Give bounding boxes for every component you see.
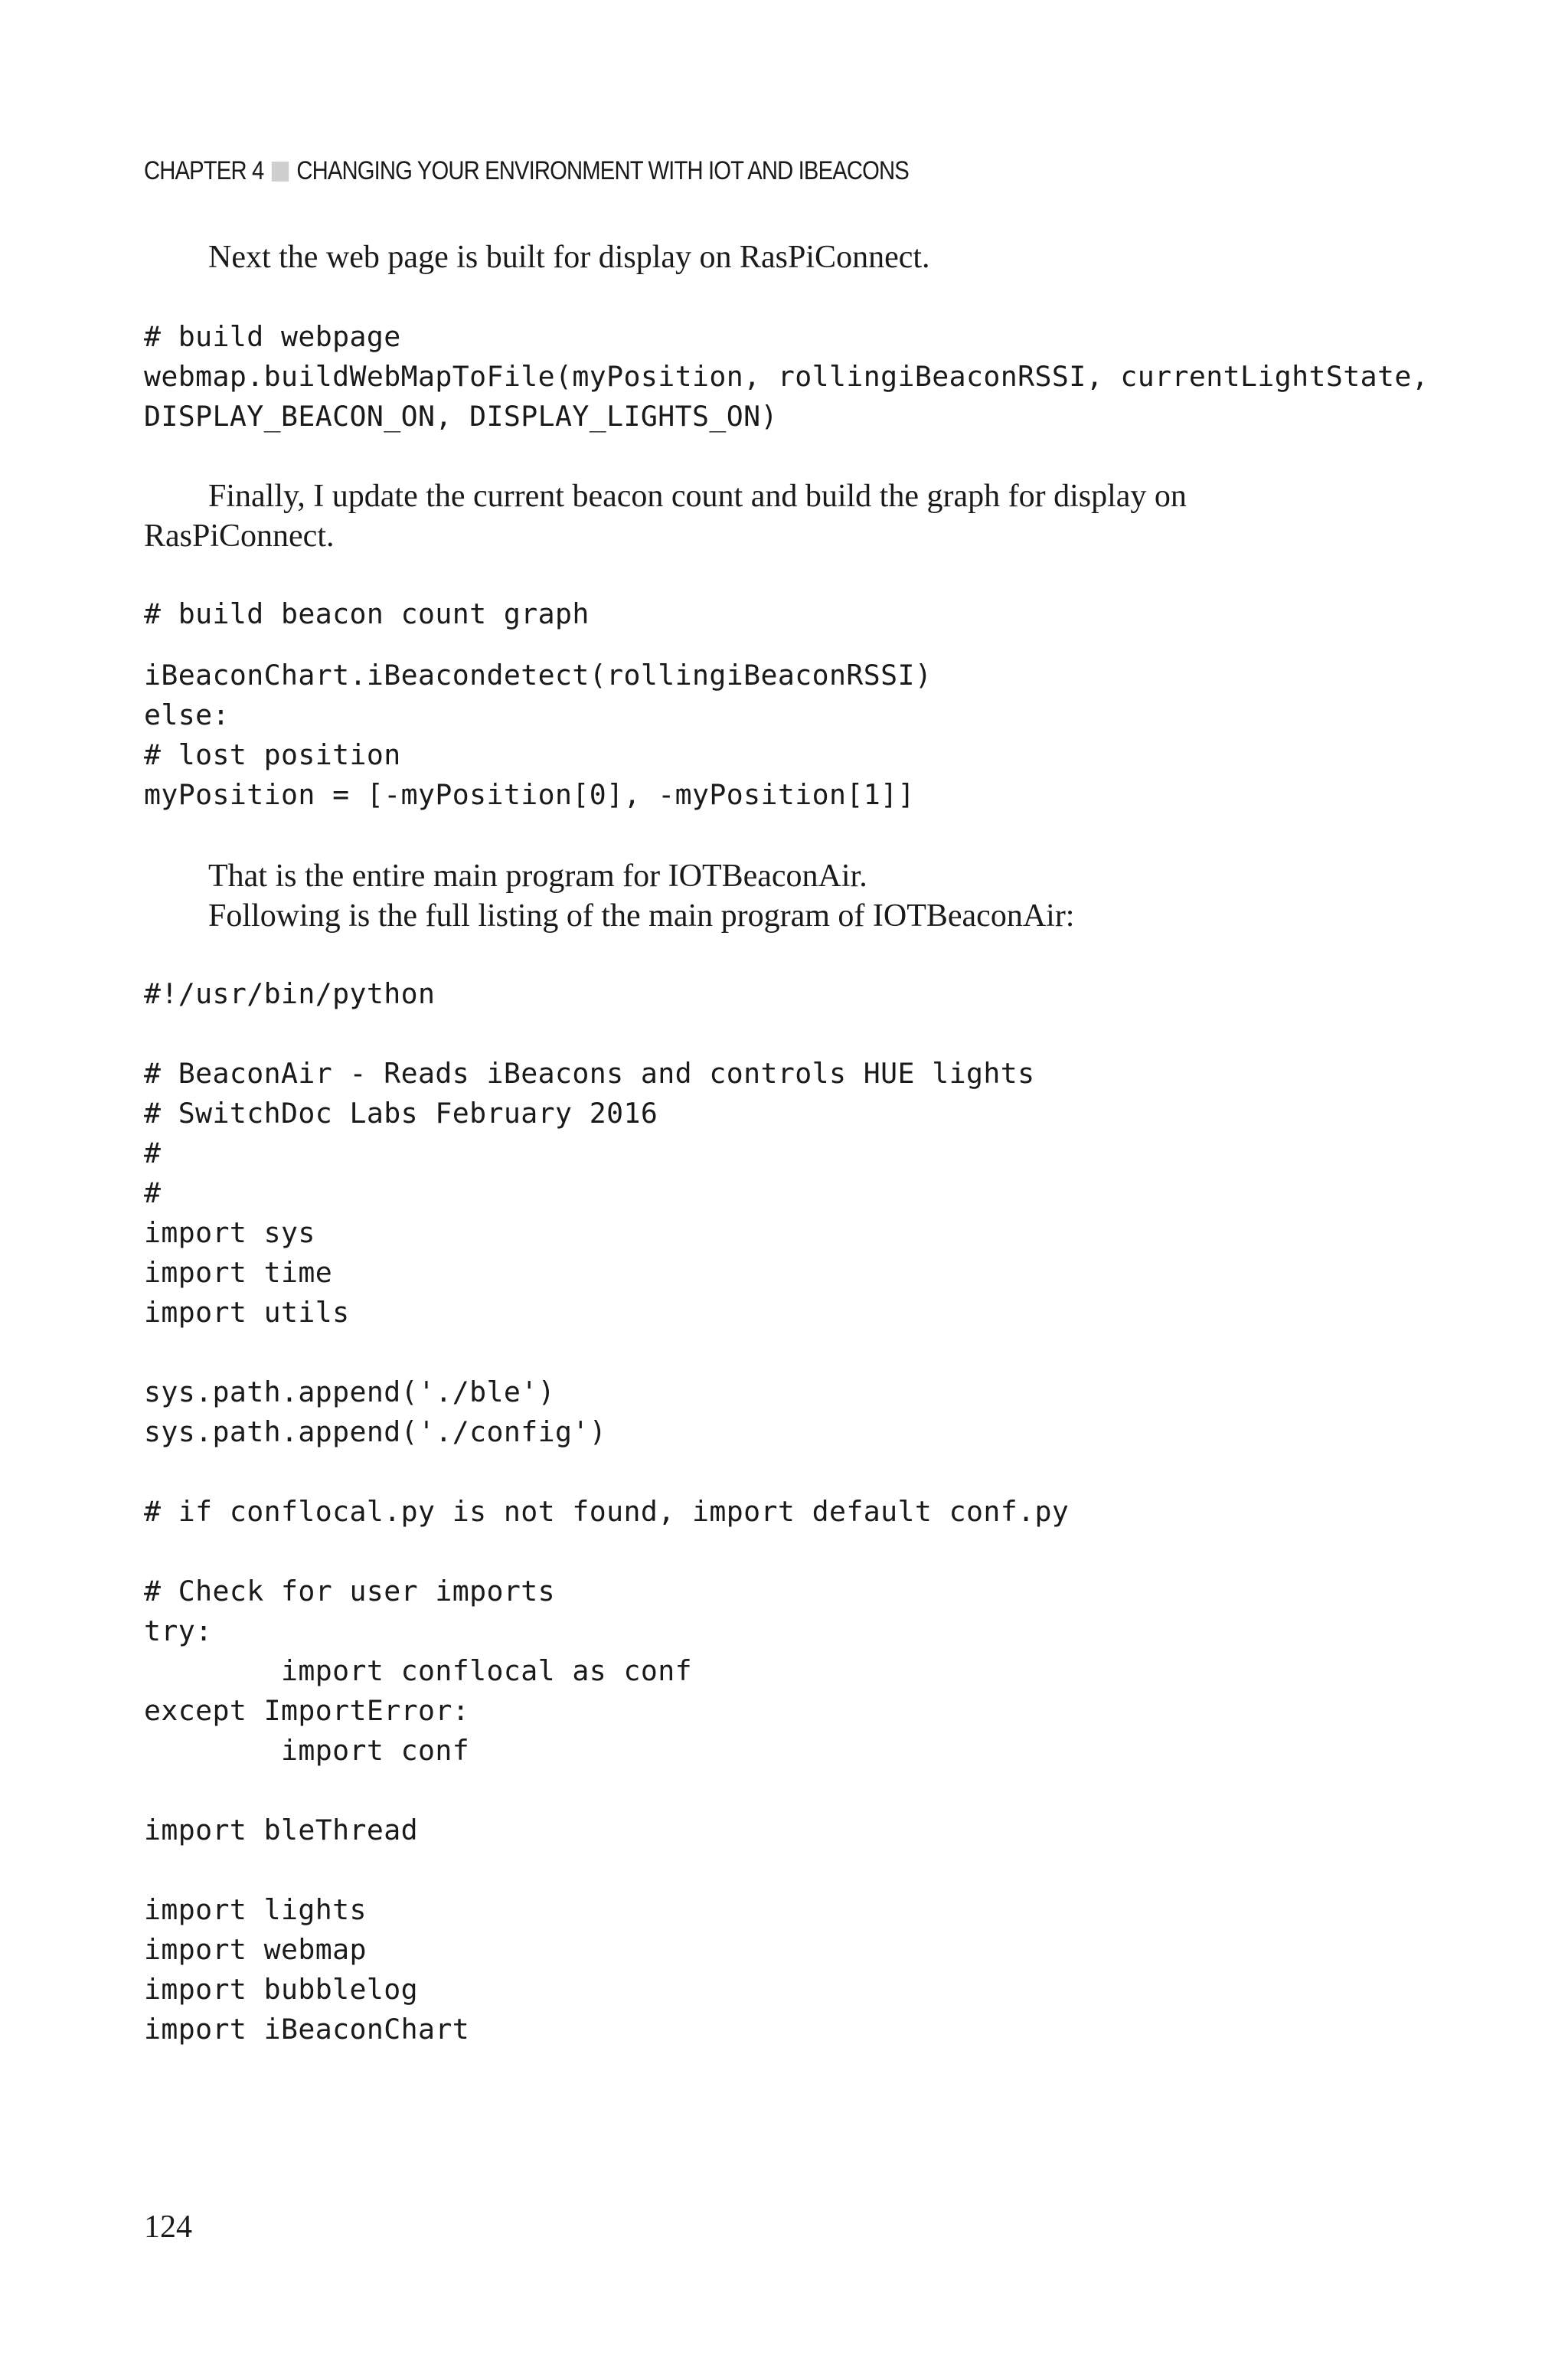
code-line: import utils bbox=[144, 1296, 350, 1329]
code-line: sys.path.append('./ble') bbox=[144, 1375, 555, 1408]
code-line: # if conflocal.py is not found, import default conf.py bbox=[144, 1495, 1070, 1528]
code-line: # lost position bbox=[144, 738, 401, 771]
code-line: # bbox=[144, 1176, 162, 1209]
code-line: # bbox=[144, 1137, 162, 1169]
code-line: # build webpage bbox=[144, 320, 401, 353]
code-line bbox=[144, 1771, 1069, 1810]
code-line: # Check for user imports bbox=[144, 1575, 555, 1608]
code-line: import webmap bbox=[144, 1933, 367, 1966]
chapter-label: CHAPTER 4 bbox=[144, 156, 264, 185]
code-line bbox=[144, 1333, 1069, 1372]
code-line: #!/usr/bin/python bbox=[144, 977, 436, 1010]
running-head bbox=[144, 156, 909, 186]
code-line: # BeaconAir - Reads iBeacons and controls HUE lights bbox=[144, 1057, 1035, 1090]
code-line: else: bbox=[144, 698, 230, 731]
code-line: DISPLAY_BEACON_ON, DISPLAY_LIGHTS_ON) bbox=[144, 400, 778, 433]
code-line bbox=[144, 1452, 1069, 1492]
code-line: import lights bbox=[144, 1893, 367, 1926]
code-line: # build beacon count graph bbox=[144, 597, 590, 630]
chapter-title: CHANGING YOUR ENVIRONMENT WITH IOT AND IBEACONS bbox=[296, 156, 909, 185]
code-line: import bubblelog bbox=[144, 1973, 418, 2006]
code-line: import iBeaconChart bbox=[144, 2013, 470, 2046]
code-line: import time bbox=[144, 1256, 333, 1289]
code-line: import conflocal as conf bbox=[144, 1654, 692, 1687]
code-line bbox=[144, 1532, 1069, 1572]
code-line: import conf bbox=[144, 1734, 470, 1767]
code-line: import sys bbox=[144, 1216, 315, 1249]
code-line: import bleThread bbox=[144, 1814, 418, 1846]
paragraph-update-count-line1: Finally, I update the current beacon count and build the graph for display on bbox=[208, 479, 1187, 514]
header-separator-icon bbox=[272, 162, 289, 182]
code-line: myPosition = [-myPosition[0], -myPosition[1]] bbox=[144, 778, 915, 811]
code-line: try: bbox=[144, 1614, 213, 1647]
code-block-webpage bbox=[144, 317, 1429, 437]
paragraph-entire-program: That is the entire main program for IOTBeaconAir. bbox=[208, 859, 867, 894]
code-block-graph-comment bbox=[144, 594, 590, 634]
code-block-main-listing bbox=[144, 974, 1069, 2049]
page-number: 124 bbox=[144, 2210, 192, 2245]
code-line bbox=[144, 1014, 1069, 1054]
paragraph-update-count-line2: RasPiConnect. bbox=[144, 518, 335, 554]
paragraph-webpage: Next the web page is built for display on RasPiConnect. bbox=[208, 240, 930, 275]
code-line: sys.path.append('./config') bbox=[144, 1415, 607, 1448]
paragraph-full-listing: Following is the full listing of the main program of IOTBeaconAir: bbox=[208, 898, 1075, 934]
code-line bbox=[144, 1850, 1069, 1890]
code-line: # SwitchDoc Labs February 2016 bbox=[144, 1097, 658, 1130]
code-block-detect bbox=[144, 656, 932, 815]
code-line: webmap.buildWebMapToFile(myPosition, rollingiBeaconRSSI, currentLightState, bbox=[144, 360, 1429, 393]
code-line: except ImportError: bbox=[144, 1694, 470, 1727]
code-line: iBeaconChart.iBeacondetect(rollingiBeaconRSSI) bbox=[144, 659, 933, 692]
